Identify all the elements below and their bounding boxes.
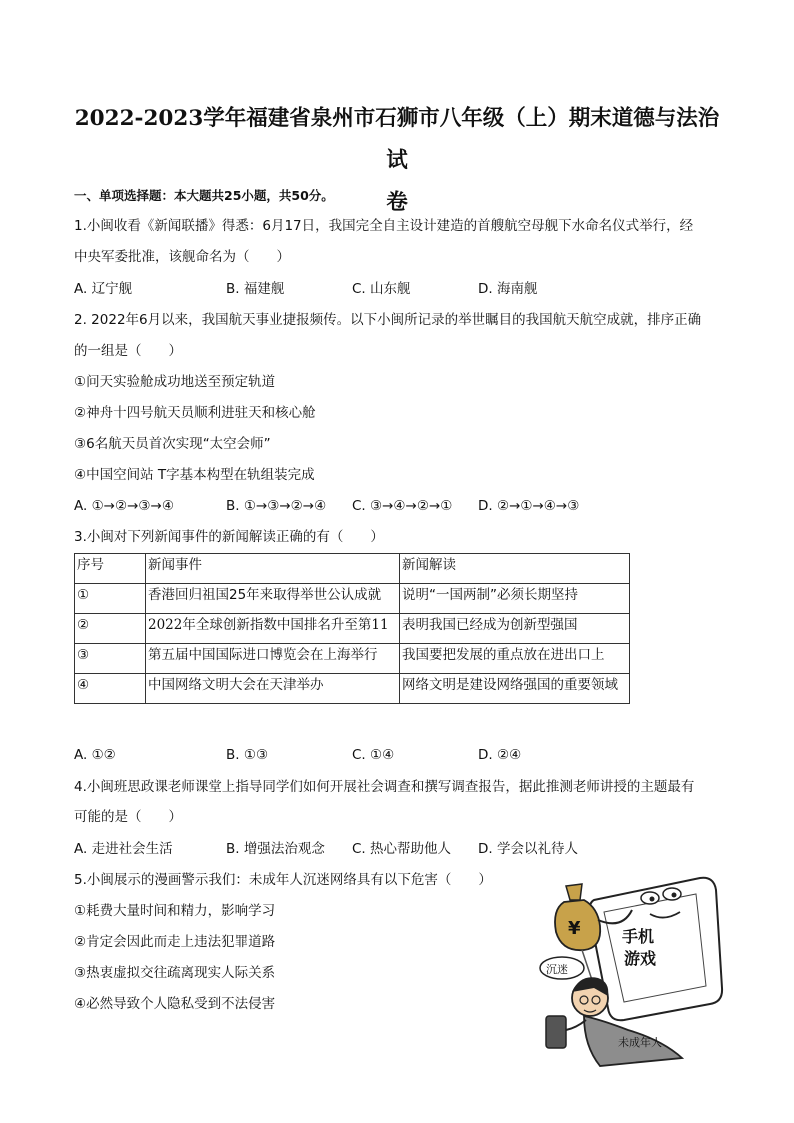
- table-row: [75, 614, 630, 644]
- q1-stem-line-2: 中央军委批准，该舰命名为（ ）: [74, 249, 290, 265]
- exam-title-line-2: 卷: [386, 190, 408, 215]
- q1-option-d: D. 海南舰: [478, 281, 538, 297]
- row-event: 第五届中国国际进口博览会在上海举行: [146, 644, 400, 674]
- person-label: 未成年人: [618, 1036, 662, 1049]
- q5-item-2: ②肯定会因此而走上违法犯罪道路: [74, 934, 276, 950]
- bubble-text: 沉迷: [546, 963, 568, 976]
- exam-title: [70, 98, 724, 224]
- q4-option-a: A. 走进社会生活: [74, 841, 173, 857]
- q2-item-2: ②神舟十四号航天员顺利进驻天和核心舱: [74, 405, 316, 421]
- row-number: ④: [75, 674, 146, 704]
- q1-option-a: A. 辽宁舰: [74, 281, 133, 297]
- q5-item-1: ①耗费大量时间和精力，影响学习: [74, 903, 276, 919]
- row-interpretation: 我国要把发展的重点放在进出口上: [400, 644, 630, 674]
- q2-option-c: C. ③→④→②→①: [352, 498, 453, 514]
- speech-bubble: [540, 957, 584, 979]
- exam-title-line-1: 2022-2023学年福建省泉州市石狮市八年级（上）期末道德与法治试: [74, 106, 720, 173]
- q5-item-4: ④必然导致个人隐私受到不法侵害: [74, 996, 276, 1012]
- cartoon-illustration: [532, 870, 724, 1070]
- table-row: [75, 674, 630, 704]
- q1-stem-line-1: 1.小闽收看《新闻联播》得悉：6月17日，我国完全自主设计建造的首艘航空母舰下水命名仪式举行，经: [74, 218, 694, 234]
- row-number: ①: [75, 584, 146, 614]
- row-event: 2022年全球创新指数中国排名升至第11: [146, 614, 400, 644]
- q4-stem-line-2: 可能的是（ ）: [74, 809, 182, 825]
- q2-stem-line-2: 的一组是（ ）: [74, 343, 182, 359]
- phone-icon: [590, 878, 723, 1021]
- q3-option-d: D. ②④: [478, 747, 522, 763]
- q2-option-d: D. ②→①→④→③: [478, 498, 580, 514]
- q2-option-b: B. ①→③→②→④: [226, 498, 327, 514]
- handheld-phone-icon: [546, 1016, 566, 1048]
- row-interpretation: 网络文明是建设网络强国的重要领域: [400, 674, 630, 704]
- row-interpretation: 表明我国已经成为创新型强国: [400, 614, 630, 644]
- row-number: ③: [75, 644, 146, 674]
- header-cell-interpretation: 新闻解读: [400, 554, 630, 584]
- table-row: [75, 644, 630, 674]
- q5-stem: 5.小闽展示的漫画警示我们：未成年人沉迷网络具有以下危害（ ）: [74, 872, 492, 888]
- q1-option-b: B. 福建舰: [226, 281, 285, 297]
- q5-item-3: ③热衷虚拟交往疏离现实人际关系: [74, 965, 276, 981]
- row-event: 香港回归祖国25年来取得举世公认成就: [146, 584, 400, 614]
- q3-option-c: C. ①④: [352, 747, 395, 763]
- row-event: 中国网络文明大会在天津举办: [146, 674, 400, 704]
- q4-option-c: C. 热心帮助他人: [352, 841, 452, 857]
- row-interpretation: 说明“一国两制”必须长期坚持: [400, 584, 630, 614]
- news-table: [74, 553, 630, 704]
- q2-stem-line-1: 2. 2022年6月以来，我国航天事业捷报频传。以下小闽所记录的举世瞩目的我国航天航空成就，排序正确: [74, 312, 702, 328]
- money-bag-symbol: ¥: [568, 918, 581, 939]
- q3-option-a: A. ①②: [74, 747, 116, 763]
- section-heading: 一、单项选择题：本大题共25小题，共50分。: [74, 188, 334, 203]
- q4-option-b: B. 增强法治观念: [226, 841, 325, 857]
- money-bag-icon: [555, 884, 600, 950]
- q4-stem-line-1: 4.小闽班思政课老师课堂上指导同学们如何开展社会调查和撰写调查报告，据此推测老师讲授的主题最有: [74, 779, 695, 795]
- table-header-row: [75, 554, 630, 584]
- header-cell-event: 新闻事件: [146, 554, 400, 584]
- q4-option-d: D. 学会以礼待人: [478, 841, 578, 857]
- table-row: [75, 584, 630, 614]
- q2-item-4: ④中国空间站 T字基本构型在轨组装完成: [74, 467, 315, 483]
- row-number: ②: [75, 614, 146, 644]
- header-cell-number: 序号: [75, 554, 146, 584]
- q3-option-b: B. ①③: [226, 747, 269, 763]
- q2-item-3: ③6名航天员首次实现“太空会师”: [74, 436, 271, 452]
- q2-item-1: ①问天实验舱成功地送至预定轨道: [74, 374, 276, 390]
- phone-text-2: 游戏: [624, 949, 657, 968]
- phone-text-1: 手机: [622, 927, 655, 946]
- q1-option-c: C. 山东舰: [352, 281, 411, 297]
- q2-option-a: A. ①→②→③→④: [74, 498, 174, 514]
- q3-stem: 3.小闽对下列新闻事件的新闻解读正确的有（ ）: [74, 529, 384, 545]
